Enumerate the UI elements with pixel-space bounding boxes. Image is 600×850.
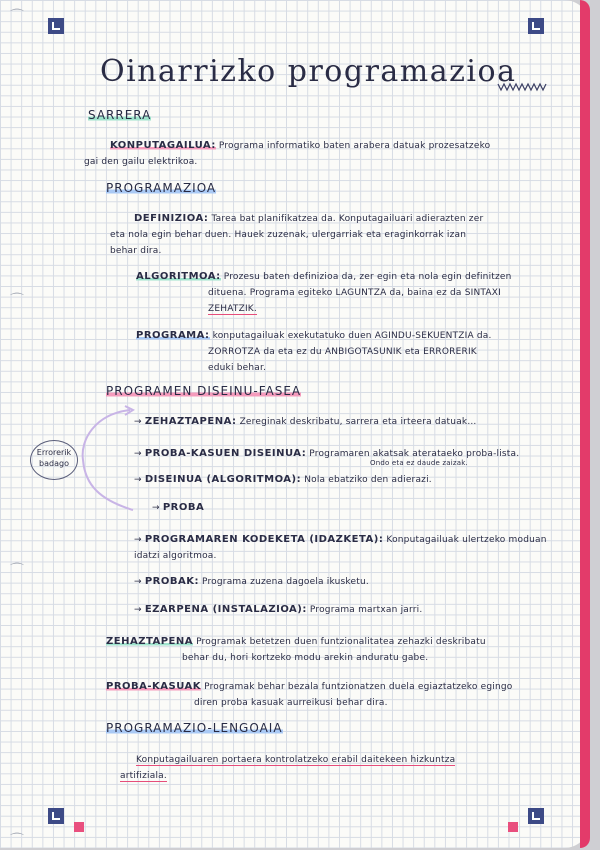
- term-programa: PROGRAMA:: [136, 330, 210, 341]
- probakasuak-line2: diren proba kasuak aurreikusi behar dira.: [194, 698, 388, 708]
- zehaztapena-line2: behar du, hori kortzeko modu arekin anduratu gabe.: [182, 653, 429, 663]
- step-4-text: Konputagailuak ulertzeko moduan: [386, 535, 547, 545]
- programa-line1: konputagailuak exekutatuko duen AGINDU-SEKUENTZIA da.: [212, 331, 492, 341]
- arrow-icon: →: [152, 503, 163, 513]
- arrow-icon: →: [134, 605, 145, 615]
- algoritmoa-line3: ZEHATZIK.: [208, 304, 257, 314]
- loop-arrow-icon: [75, 400, 135, 520]
- term-definizioa: DEFINIZIOA:: [134, 213, 209, 224]
- section-sarrera: SARRERA: [88, 108, 152, 122]
- probakasuak-line1: Programak behar bezala funtzionatzen duela egiaztatzeko egingo: [204, 682, 513, 692]
- step-1-text2: Ondo eta ez daude zaizak.: [370, 459, 468, 467]
- bubble-line1: Errorerik: [36, 448, 72, 457]
- algoritmoa-line1: Prozesu baten definizioa da, zer egin eta nola egin definitzen: [223, 272, 512, 282]
- step-2-term: DISEINUA (ALGORITMOA):: [144, 474, 302, 485]
- step-6-text: Programa martxan jarri.: [309, 605, 423, 615]
- error-bubble: [30, 440, 78, 480]
- arrow-icon: →: [134, 535, 145, 545]
- step-1-term: PROBA-KASUEN DISEINUA:: [144, 448, 307, 459]
- programa-line3: eduki behar.: [208, 363, 267, 373]
- step-4-term: PROGRAMAREN KODEKETA (IDAZKETA):: [144, 534, 384, 545]
- term-probakasuak: PROBA-KASUAK: [106, 681, 202, 692]
- term-algoritmoa: ALGORITMOA:: [136, 271, 221, 282]
- definizioa-line3: behar dira.: [110, 246, 162, 256]
- step-6-term: EZARPENA (INSTALAZIOA):: [144, 604, 307, 615]
- corner-mark-icon: [48, 808, 64, 824]
- page-title: Oinarrizko programazioa: [100, 54, 517, 89]
- lengoaia-line1: Konputagailuaren portaera kontrolatzeko erabil daitekeen hizkuntza: [136, 755, 456, 765]
- section-lengoaia: PROGRAMAZIO-LENGOAIA: [106, 721, 283, 735]
- step-0-term: ZEHAZTAPENA:: [144, 416, 237, 427]
- step-2-text: Nola ebatziko den adierazi.: [304, 475, 432, 485]
- section-diseinu: PROGRAMEN DISEINU-FASEA: [106, 384, 302, 398]
- corner-mark-icon: [528, 808, 544, 824]
- arrow-icon: →: [134, 577, 145, 587]
- punch-hole-icon: ⌒: [10, 293, 24, 309]
- konputagailua-line1: Programa informatiko baten arabera datuak prozesatzeko: [218, 141, 491, 151]
- lengoaia-line2: artifiziala.: [120, 771, 167, 781]
- konputagailua-line2: gai den gailu elektrikoa.: [84, 157, 198, 167]
- arrow-icon: →: [134, 475, 145, 485]
- punch-hole-icon: ⌒: [10, 9, 24, 25]
- definizioa-line1: Tarea bat planifikatzea da. Konputagailuari adierazten zer: [211, 214, 484, 224]
- step-0-text: Zereginak deskribatu, sarrera eta irteera datuak...: [239, 417, 477, 427]
- punch-hole-icon: ⌒: [10, 833, 24, 849]
- section-programazioa: PROGRAMAZIOA: [106, 181, 217, 195]
- term-zehaztapena: ZEHAZTAPENA: [106, 636, 193, 647]
- step-5-term: PROBAK:: [144, 576, 199, 587]
- step-1-text: Programaren akatsak aterataeko proba-lista.: [309, 449, 520, 459]
- bubble-line2: badago: [39, 459, 69, 468]
- corner-mark-icon: [48, 18, 64, 34]
- term-konputagailua: KONPUTAGAILUA:: [110, 140, 216, 151]
- squiggle-icon: [497, 80, 547, 92]
- algoritmoa-line2: dituena. Programa egiteko LAGUNTZA da, baina ez da SINTAXI: [208, 288, 501, 298]
- punch-hole-icon: ⌒: [10, 563, 24, 579]
- pink-square-icon: [74, 822, 84, 832]
- corner-mark-icon: [528, 18, 544, 34]
- step-5-text: Programa zuzena dagoela ikusketu.: [202, 577, 369, 587]
- step-3-term: PROBA: [162, 502, 205, 513]
- step-4-text2: idatzi algoritmoa.: [134, 551, 217, 561]
- arrow-icon: →: [134, 417, 145, 427]
- definizioa-line2: eta nola egin behar duen. Hauek zuzenak, ulergarriak eta eraginkorrak izan: [110, 230, 467, 240]
- pink-square-icon: [508, 822, 518, 832]
- arrow-icon: →: [134, 449, 145, 459]
- page-edge: [580, 0, 590, 848]
- zehaztapena-line1: Programak betetzen duen funtzionalitatea zehazki deskribatu: [196, 637, 486, 647]
- programa-line2: ZORROTZA da eta ez du ANBIGOTASUNIK eta ERRORERIK: [208, 347, 477, 357]
